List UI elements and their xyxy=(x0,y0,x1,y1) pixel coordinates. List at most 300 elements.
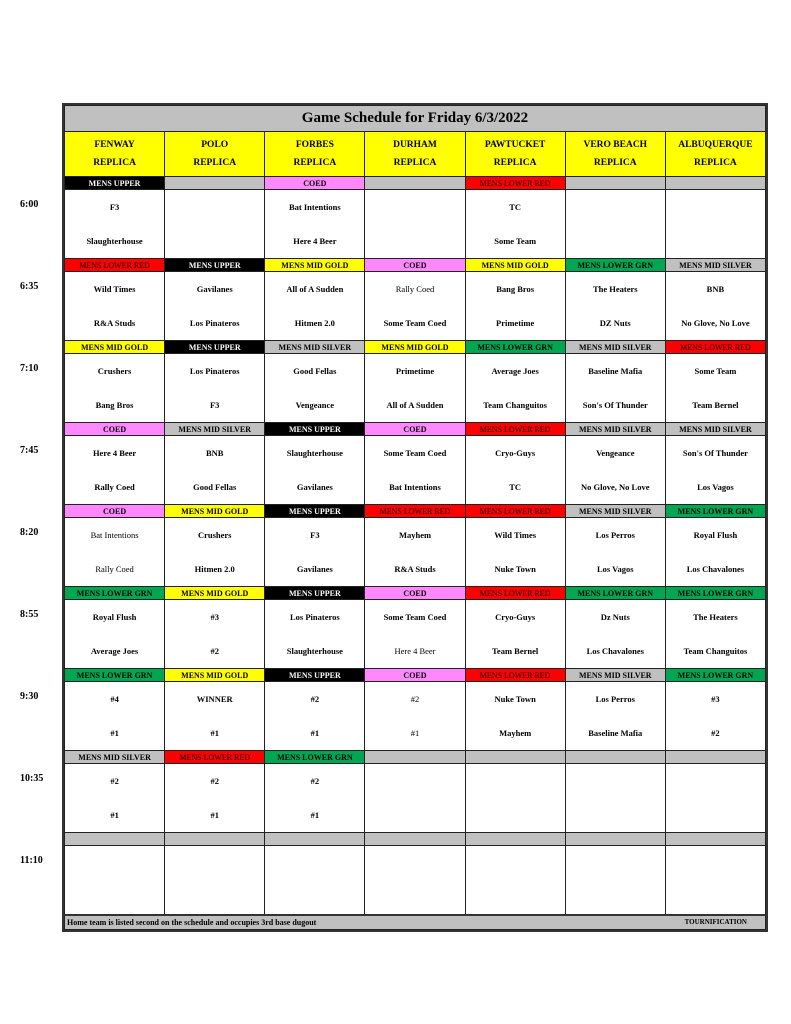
away-team: Good Fellas xyxy=(293,366,337,376)
home-team: #1 xyxy=(110,810,119,820)
away-team xyxy=(666,190,765,224)
game-cell xyxy=(665,600,765,669)
home-team xyxy=(365,880,464,914)
division-label: MENS LOWER RED xyxy=(665,341,765,354)
schedule-sheet xyxy=(62,103,768,932)
time-label: 6:35 xyxy=(20,281,39,292)
division-label: MENS MID GOLD xyxy=(265,259,365,272)
game-cell xyxy=(265,436,365,505)
division-label xyxy=(665,833,765,846)
home-team xyxy=(466,798,565,832)
away-team xyxy=(165,846,264,880)
home-team: #2 xyxy=(210,646,219,656)
game-cell xyxy=(465,436,565,505)
division-label: MENS MID SILVER xyxy=(165,423,265,436)
division-label: MENS LOWER RED xyxy=(465,423,565,436)
game-cell xyxy=(165,518,265,587)
away-team xyxy=(165,190,264,224)
away-team: The Heaters xyxy=(693,612,738,622)
game-cell xyxy=(265,190,365,259)
time-label: 8:20 xyxy=(20,527,39,538)
game-cell xyxy=(165,272,265,341)
division-row xyxy=(65,669,766,682)
away-team: WINNER xyxy=(196,694,233,704)
game-cell xyxy=(65,682,165,751)
division-row xyxy=(65,259,766,272)
away-team: Slaughterhouse xyxy=(286,448,343,458)
home-team: Team Bernel xyxy=(692,400,739,410)
game-cell xyxy=(65,846,165,916)
game-cell xyxy=(565,764,665,833)
away-team: Royal Flush xyxy=(693,530,738,540)
away-team: Some Team Coed xyxy=(383,612,447,622)
home-team: No Glove, No Love xyxy=(581,482,650,492)
game-cell xyxy=(565,682,665,751)
division-label: MENS MID GOLD xyxy=(465,259,565,272)
away-team: Los Perros xyxy=(595,694,635,704)
away-team xyxy=(265,846,364,880)
game-cell xyxy=(665,846,765,916)
away-team: Dz Nuts xyxy=(600,612,630,622)
division-label: MENS MID GOLD xyxy=(165,587,265,600)
venue-subtitle: REPLICA xyxy=(593,158,637,168)
away-team: Average Joes xyxy=(491,366,539,376)
away-team xyxy=(666,764,765,798)
home-team xyxy=(165,880,264,914)
away-team: Bat Intentions xyxy=(90,530,139,540)
home-team: Some Team Coed xyxy=(383,318,447,328)
home-team xyxy=(666,880,765,914)
away-team: #2 xyxy=(310,694,320,704)
game-cell xyxy=(565,846,665,916)
division-label xyxy=(665,177,765,190)
away-team xyxy=(365,764,464,798)
game-cell xyxy=(365,190,465,259)
game-cell xyxy=(365,764,465,833)
home-team xyxy=(65,880,164,914)
division-label: COED xyxy=(365,669,465,682)
division-label: MENS MID SILVER xyxy=(565,423,665,436)
game-cell xyxy=(565,354,665,423)
time-label: 7:10 xyxy=(20,363,39,374)
away-team: Vengeance xyxy=(596,448,635,458)
division-label: MENS UPPER xyxy=(265,587,365,600)
game-cell xyxy=(65,436,165,505)
schedule-table xyxy=(64,105,766,930)
game-cell xyxy=(465,764,565,833)
away-team: Rally Coed xyxy=(395,284,435,294)
venue-header xyxy=(465,132,565,177)
home-team: Average Joes xyxy=(90,646,139,656)
home-team xyxy=(365,798,464,832)
division-label: MENS UPPER xyxy=(165,259,265,272)
game-cell xyxy=(265,682,365,751)
division-label: MENS LOWER GRN xyxy=(65,669,165,682)
game-cell xyxy=(465,272,565,341)
away-team: F3 xyxy=(109,202,120,212)
division-label: MENS LOWER RED xyxy=(165,751,265,764)
game-cell xyxy=(565,436,665,505)
division-label xyxy=(365,751,465,764)
game-cell xyxy=(465,518,565,587)
home-team: Slaughterhouse xyxy=(286,646,343,656)
game-row xyxy=(65,436,766,505)
home-team xyxy=(265,880,364,914)
division-label: MENS MID SILVER xyxy=(65,751,165,764)
home-team: Primetime xyxy=(496,318,535,328)
division-label: MENS LOWER GRN xyxy=(565,259,665,272)
home-team: DZ Nuts xyxy=(599,318,631,328)
division-label: COED xyxy=(265,177,365,190)
away-team: All of A Sudden xyxy=(286,284,344,294)
away-team: Crushers xyxy=(97,366,132,376)
venue-header xyxy=(365,132,465,177)
game-cell xyxy=(665,518,765,587)
division-label xyxy=(165,833,265,846)
away-team xyxy=(365,190,464,224)
away-team: #2 xyxy=(310,776,320,786)
venue-subtitle: REPLICA xyxy=(193,158,237,168)
home-team: Here 4 Beer xyxy=(394,646,436,656)
game-cell xyxy=(465,600,565,669)
away-team: The Heaters xyxy=(592,284,638,294)
home-team: #1 xyxy=(210,810,219,820)
division-label: MENS LOWER GRN xyxy=(565,587,665,600)
venue-name: POLO xyxy=(201,140,229,150)
division-label: MENS MID SILVER xyxy=(665,423,765,436)
home-team: Some Team xyxy=(494,236,537,246)
away-team: Wild Times xyxy=(494,530,537,540)
division-row xyxy=(65,751,766,764)
game-cell xyxy=(465,190,565,259)
division-row xyxy=(65,177,766,190)
game-cell xyxy=(65,354,165,423)
game-row xyxy=(65,518,766,587)
home-team: Rally Coed xyxy=(95,564,134,574)
away-team: Mayhem xyxy=(398,530,432,540)
home-team: Los Chavalones xyxy=(586,646,644,656)
home-team: Nuke Town xyxy=(494,564,536,574)
away-team xyxy=(566,846,665,880)
home-team: Here 4 Beer xyxy=(293,236,337,246)
home-team xyxy=(466,880,565,914)
time-label: 6:00 xyxy=(20,199,39,210)
division-label: MENS MID GOLD xyxy=(165,669,265,682)
venue-name: ALBUQUERQUE xyxy=(678,140,753,150)
home-team: Bang Bros xyxy=(95,400,134,410)
time-label: 7:45 xyxy=(20,445,39,456)
division-label: MENS MID SILVER xyxy=(665,259,765,272)
game-cell xyxy=(665,682,765,751)
game-cell xyxy=(565,190,665,259)
home-team: Bat Intentions xyxy=(389,482,441,492)
division-label: MENS LOWER RED xyxy=(465,669,565,682)
away-team: F3 xyxy=(310,530,320,540)
game-cell xyxy=(365,436,465,505)
division-row xyxy=(65,833,766,846)
venue-header xyxy=(165,132,265,177)
game-cell xyxy=(65,272,165,341)
home-team: Team Bernel xyxy=(492,646,539,656)
division-row xyxy=(65,505,766,518)
away-team xyxy=(466,846,565,880)
division-label: MENS LOWER GRN xyxy=(65,587,165,600)
time-label: 8:55 xyxy=(20,609,39,620)
game-cell xyxy=(565,518,665,587)
game-cell xyxy=(365,682,465,751)
away-team: Bat Intentions xyxy=(288,202,341,212)
home-team: Slaughterhouse xyxy=(86,236,143,246)
venue-subtitle: REPLICA xyxy=(393,158,437,168)
schedule-title: Game Schedule for Friday 6/3/2022 xyxy=(65,106,766,132)
division-label: MENS LOWER RED xyxy=(365,505,465,518)
game-cell xyxy=(465,682,565,751)
home-team xyxy=(666,224,765,258)
home-team: Baseline Mafia xyxy=(588,728,643,738)
home-team: Team Changuitos xyxy=(683,646,748,656)
division-label xyxy=(465,833,565,846)
venue-header xyxy=(265,132,365,177)
game-row xyxy=(65,190,766,259)
away-team: #4 xyxy=(110,694,119,704)
away-team xyxy=(566,764,665,798)
venue-name: FORBES xyxy=(295,140,334,150)
division-label: MENS UPPER xyxy=(165,341,265,354)
home-team: #1 xyxy=(310,728,320,738)
game-row xyxy=(65,354,766,423)
division-label: MENS LOWER RED xyxy=(465,587,565,600)
division-label: MENS MID GOLD xyxy=(365,341,465,354)
footer-brand: TOURNIFICATION xyxy=(684,918,747,926)
away-team xyxy=(365,846,464,880)
game-cell xyxy=(265,272,365,341)
footer-note: Home team is listed second on the schedule and occupies 3rd base dugout xyxy=(67,918,317,927)
division-label xyxy=(365,833,465,846)
division-label: MENS UPPER xyxy=(265,423,365,436)
away-team: Here 4 Beer xyxy=(92,448,137,458)
home-team: No Glove, No Love xyxy=(681,318,750,328)
home-team: #1 xyxy=(410,728,420,738)
division-label xyxy=(565,177,665,190)
game-cell xyxy=(465,354,565,423)
home-team xyxy=(566,798,665,832)
game-cell xyxy=(165,600,265,669)
home-team xyxy=(566,880,665,914)
division-label: COED xyxy=(65,423,165,436)
game-cell xyxy=(365,846,465,916)
away-team: Los Pinateros xyxy=(189,366,240,376)
division-label: MENS LOWER GRN xyxy=(265,751,365,764)
home-team: Los Pinateros xyxy=(189,318,240,328)
game-row xyxy=(65,272,766,341)
division-label xyxy=(265,833,365,846)
away-team: #3 xyxy=(711,694,720,704)
division-label: COED xyxy=(65,505,165,518)
away-team: Some Team xyxy=(694,366,737,376)
time-label: 11:10 xyxy=(20,855,43,866)
division-row xyxy=(65,341,766,354)
game-cell xyxy=(465,846,565,916)
time-label: 9:30 xyxy=(20,691,39,702)
game-row xyxy=(65,846,766,916)
home-team: F3 xyxy=(209,400,220,410)
away-team xyxy=(65,846,164,880)
home-team: Son's Of Thunder xyxy=(582,400,648,410)
home-team xyxy=(365,224,464,258)
away-team: Baseline Mafia xyxy=(588,366,643,376)
game-cell xyxy=(565,600,665,669)
away-team: BNB xyxy=(205,448,224,458)
time-label: 10:35 xyxy=(20,773,44,784)
venue-header xyxy=(65,132,165,177)
division-label: MENS MID SILVER xyxy=(565,669,665,682)
division-label: MENS MID SILVER xyxy=(565,341,665,354)
venue-subtitle: REPLICA xyxy=(493,158,537,168)
game-cell xyxy=(165,846,265,916)
game-cell xyxy=(165,190,265,259)
game-cell xyxy=(265,764,365,833)
venue-row xyxy=(65,132,766,177)
game-cell xyxy=(65,190,165,259)
division-label: MENS UPPER xyxy=(65,177,165,190)
venue-subtitle: REPLICA xyxy=(694,158,737,168)
footer-cell xyxy=(65,915,766,930)
away-team: Primetime xyxy=(395,366,435,376)
home-team: Hitmen 2.0 xyxy=(194,564,235,574)
away-team: Los Perros xyxy=(595,530,635,540)
home-team: Rally Coed xyxy=(94,482,135,492)
game-cell xyxy=(265,518,365,587)
division-label: MENS MID SILVER xyxy=(265,341,365,354)
away-team: Cryo-Guys xyxy=(495,612,536,622)
division-row xyxy=(65,423,766,436)
game-cell xyxy=(365,600,465,669)
away-team: BNB xyxy=(706,284,725,294)
home-team: R&A Studs xyxy=(93,318,136,328)
home-team: #1 xyxy=(210,728,219,738)
division-label: COED xyxy=(365,587,465,600)
venue-name: PAWTUCKET xyxy=(484,140,546,150)
home-team: Vengeance xyxy=(295,400,335,410)
away-team: #2 xyxy=(210,776,219,786)
home-team: Gavilanes xyxy=(296,482,333,492)
home-team: All of A Sudden xyxy=(386,400,444,410)
venue-name: FENWAY xyxy=(94,140,135,150)
game-row xyxy=(65,600,766,669)
division-label xyxy=(565,751,665,764)
home-team: #1 xyxy=(310,810,320,820)
division-label: MENS MID SILVER xyxy=(565,505,665,518)
home-team: Los Chavalones xyxy=(686,564,745,574)
home-team xyxy=(566,224,665,258)
division-label: COED xyxy=(365,423,465,436)
game-cell xyxy=(665,436,765,505)
division-label: MENS LOWER GRN xyxy=(665,669,765,682)
away-team: Nuke Town xyxy=(494,694,536,704)
game-cell xyxy=(65,600,165,669)
game-cell xyxy=(365,354,465,423)
away-team: Some Team Coed xyxy=(383,448,447,458)
home-team: Team Changuitos xyxy=(483,400,547,410)
division-label xyxy=(65,833,165,846)
away-team: Son's Of Thunder xyxy=(682,448,748,458)
game-cell xyxy=(165,682,265,751)
away-team: Crushers xyxy=(197,530,232,540)
game-cell xyxy=(265,846,365,916)
home-team: Gavilanes xyxy=(296,564,333,574)
game-cell xyxy=(665,354,765,423)
game-cell xyxy=(665,764,765,833)
away-team: Los Pinateros xyxy=(290,612,340,622)
division-label xyxy=(565,833,665,846)
home-team: Los Vagos xyxy=(596,564,634,574)
home-team: #1 xyxy=(110,728,119,738)
venue-name: VERO BEACH xyxy=(583,140,648,150)
away-team: TC xyxy=(509,202,522,212)
home-team: TC xyxy=(509,482,522,492)
division-label: MENS LOWER RED xyxy=(65,259,165,272)
venue-header xyxy=(665,132,765,177)
division-label: MENS UPPER xyxy=(265,669,365,682)
title-row xyxy=(65,106,766,132)
game-cell xyxy=(165,436,265,505)
venue-name: DURHAM xyxy=(393,140,437,150)
home-team: Good Fellas xyxy=(193,482,237,492)
time-column xyxy=(0,0,62,1024)
game-cell xyxy=(165,764,265,833)
division-label xyxy=(465,751,565,764)
game-cell xyxy=(365,272,465,341)
division-label: MENS MID GOLD xyxy=(65,341,165,354)
footer-row xyxy=(65,915,766,930)
away-team: Royal Flush xyxy=(92,612,137,622)
game-cell xyxy=(65,518,165,587)
game-row xyxy=(65,682,766,751)
home-team xyxy=(165,224,264,258)
division-label xyxy=(665,751,765,764)
away-team: Bang Bros xyxy=(496,284,535,294)
venue-subtitle: REPLICA xyxy=(293,158,337,168)
home-team: Mayhem xyxy=(499,728,532,738)
division-row xyxy=(65,587,766,600)
away-team: Wild Times xyxy=(93,284,136,294)
division-label xyxy=(165,177,265,190)
home-team xyxy=(666,798,765,832)
home-team: Los Vagos xyxy=(697,482,734,492)
game-row xyxy=(65,764,766,833)
venue-header xyxy=(565,132,665,177)
home-team: R&A Studs xyxy=(394,564,436,574)
game-cell xyxy=(665,190,765,259)
away-team xyxy=(666,846,765,880)
division-label: MENS LOWER GRN xyxy=(665,587,765,600)
venue-subtitle: REPLICA xyxy=(93,158,136,168)
away-team: #2 xyxy=(410,694,420,704)
away-team: Gavilanes xyxy=(196,284,233,294)
division-label: MENS LOWER RED xyxy=(465,505,565,518)
away-team: #3 xyxy=(210,612,219,622)
division-label: MENS LOWER RED xyxy=(465,177,565,190)
away-team xyxy=(466,764,565,798)
home-team: #2 xyxy=(711,728,720,738)
game-cell xyxy=(565,272,665,341)
division-label xyxy=(365,177,465,190)
home-team: Hitmen 2.0 xyxy=(294,318,335,328)
away-team: #2 xyxy=(110,776,119,786)
game-cell xyxy=(65,764,165,833)
game-cell xyxy=(265,354,365,423)
game-cell xyxy=(365,518,465,587)
